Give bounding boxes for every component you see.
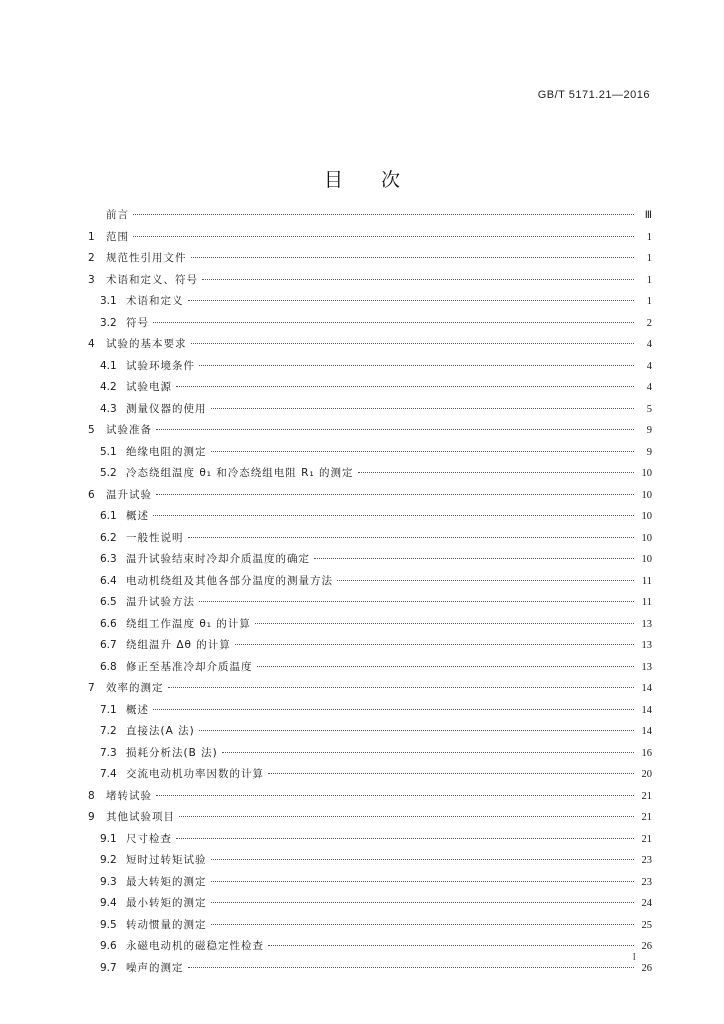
toc-leader-dots [191,343,635,344]
toc-leader-dots [156,795,634,796]
toc-entry[interactable] [88,229,652,251]
toc-entry-number: 6.6 [100,617,117,630]
toc-leader-dots [191,257,635,258]
toc-entry-number: 9.3 [100,875,117,888]
toc-leader-dots [358,472,635,473]
toc-leader-dots [211,881,635,882]
toc-leader-dots [202,279,634,280]
toc-entry-number: 6.2 [100,531,117,544]
toc-entry[interactable] [88,465,652,487]
toc-entry-number: 6.1 [100,510,117,522]
toc-entry-label: 测量仪器的使用 [126,402,207,415]
toc-entry[interactable] [88,508,652,530]
toc-entry-number: 5.1 [100,445,117,458]
toc-entry-page: 4 [646,339,652,350]
toc-entry-label: 一般性说明 [126,531,184,544]
toc-entry[interactable] [88,917,652,939]
standard-code: GB/T 5171.21—2016 [537,89,650,101]
toc-entry[interactable] [88,358,652,380]
toc-leader-dots [133,236,634,237]
toc-leader-dots [153,322,634,323]
toc-entry-page: 5 [646,403,652,415]
toc-entry-label: 绝缘电阻的测定 [126,445,207,458]
toc-leader-dots [199,365,634,366]
toc-entry-label: 绕组温升 Δθ 的计算 [126,639,231,651]
toc-entry-label: 永磁电动机的磁稳定性检查 [126,940,264,952]
toc-entry-number: 4 [88,338,95,350]
toc-entry-page: 9 [646,446,652,458]
toc-entry-page: 26 [641,941,652,952]
toc-entry[interactable] [88,637,652,659]
toc-entry[interactable] [88,766,652,788]
toc-entry-page: 24 [641,898,652,909]
toc-leader-dots [268,773,634,774]
toc-entry[interactable] [88,831,652,853]
toc-entry[interactable] [88,788,652,810]
toc-leader-dots [337,580,634,581]
toc-entry-page: 10 [641,511,652,522]
toc-entry-number: 6.3 [100,553,117,565]
toc-entry-label: 修正至基准冷却介质温度 [126,660,253,673]
toc-entry-label: 术语和定义、符号 [106,273,198,286]
toc-entry-page: 21 [641,833,652,845]
toc-entry-label: 其他试验项目 [106,811,175,823]
toc-leader-dots [211,451,635,452]
toc-leader-dots [179,816,634,817]
toc-leader-dots [268,945,634,946]
toc-leader-dots [176,386,634,387]
toc-entry-page: 26 [641,962,652,974]
toc-entry-page: 13 [641,618,652,630]
toc-entry-label: 电动机绕组及其他各部分温度的测量方法 [126,574,333,587]
toc-entry[interactable] [88,272,652,294]
toc-entry-page: 21 [641,812,652,823]
toc-entry-number: 3.1 [100,295,117,307]
toc-entry[interactable] [88,422,652,444]
toc-entry[interactable] [88,702,652,724]
toc-leader-dots [188,300,635,301]
toc-entry-label: 温升试验 [106,488,152,501]
toc-entry-number: 6.4 [100,574,117,587]
toc-entry-number: 5 [88,424,95,436]
toc-entry-number: 4.2 [100,381,117,393]
toc-entry-number: 3.2 [100,316,117,329]
toc-leader-dots [153,515,634,516]
toc-entry-page: 1 [646,296,652,307]
toc-entry-number: 7 [88,682,95,694]
toc-entry[interactable] [88,487,652,509]
toc-leader-dots [168,687,635,688]
toc-entry[interactable] [88,723,652,745]
toc-entry-label: 直接法(A 法) [126,725,195,737]
toc-entry[interactable] [88,659,652,681]
toc-leader-dots [199,730,634,731]
toc-entry-label: 前言 [106,209,129,221]
toc-entry-number: 9 [88,811,95,823]
toc-entry-number: 9.7 [100,961,117,974]
toc-entry[interactable] [88,938,652,960]
toc-entry-page: 10 [641,532,652,544]
toc-entry-label: 试验的基本要求 [106,338,187,350]
toc-entry-number: 6 [88,488,95,501]
toc-entry[interactable] [88,250,652,272]
toc-entry[interactable] [88,551,652,573]
toc-entry-number: 1 [88,230,95,243]
toc-entry-label: 范围 [106,230,129,243]
toc-entry-label: 噪声的测定 [126,961,184,974]
toc-leader-dots [211,902,635,903]
page-title: 目次 [323,168,438,191]
toc-entry-number: 7.2 [100,725,117,737]
toc-leader-dots [133,214,634,215]
toc-entry-number: 9.5 [100,918,117,931]
toc-entry[interactable] [88,573,652,595]
toc-entry-page: 13 [641,640,652,651]
toc-leader-dots [314,558,634,559]
toc-leader-dots [222,752,634,753]
toc-entry-label: 概述 [126,510,149,522]
toc-entry-page: 23 [641,876,652,888]
toc-entry-number: 9.6 [100,940,117,952]
page-number: I [632,952,636,963]
toc-entry-page: 9 [646,425,652,436]
toc-entry-number: 4.3 [100,402,117,415]
toc-leader-dots [235,644,634,645]
toc-entry-number: 3 [88,273,95,286]
toc-entry-label: 冷态绕组温度 θ₁ 和冷态绕组电阻 R₁ 的测定 [126,467,354,479]
toc-entry-label: 符号 [126,316,149,329]
toc-entry-label: 试验电源 [126,381,172,393]
toc-entry-number: 2 [88,252,95,264]
toc-entry-label: 温升试验结束时冷却介质温度的确定 [126,553,310,565]
toc-entry-page: 23 [641,855,652,866]
toc-entry[interactable] [88,745,652,767]
toc-entry[interactable] [88,444,652,466]
toc-entry-page: 11 [641,597,652,608]
toc-entry[interactable] [88,207,652,229]
toc-entry-page: 10 [641,554,652,565]
toc-entry-page: 1 [646,231,652,243]
toc-entry-number: 7.1 [100,703,117,716]
toc-entry-label: 试验准备 [106,424,152,436]
toc-entry[interactable] [88,874,652,896]
toc-entry-label: 效率的测定 [106,682,164,694]
toc-leader-dots [211,408,635,409]
toc-entry-page: 16 [641,747,652,759]
toc-entry-page: 4 [646,382,652,393]
toc-leader-dots [188,537,635,538]
toc-entry-label: 交流电动机功率因数的计算 [126,768,264,780]
toc-leader-dots [199,601,634,602]
toc-entry-page: 20 [641,769,652,780]
toc-entry-label: 规范性引用文件 [106,252,187,264]
toc-leader-dots [255,623,634,624]
toc-entry[interactable] [88,315,652,337]
toc-leader-dots [188,967,635,968]
toc-entry-page: 4 [646,360,652,372]
toc-entry[interactable] [88,852,652,874]
toc-entry[interactable] [88,616,652,638]
toc-entry-page: 1 [646,253,652,264]
toc-entry-page: 10 [641,468,652,479]
toc-entry-page: 2 [646,317,652,329]
toc-entry-label: 最小转矩的测定 [126,897,207,909]
toc-entry[interactable] [88,336,652,358]
toc-entry[interactable] [88,401,652,423]
toc-leader-dots [211,859,635,860]
toc-entry-page: 10 [641,489,652,501]
toc-entry-label: 概述 [126,703,149,716]
toc-entry-label: 堵转试验 [106,789,152,802]
toc-entry-page: 11 [641,575,652,587]
toc-leader-dots [153,709,634,710]
toc-entry[interactable] [88,293,652,315]
toc-entry-page: Ⅲ [644,210,652,221]
toc-entry-number: 6.5 [100,596,117,608]
toc-entry-number: 6.8 [100,660,117,673]
toc-entry-number: 8 [88,789,95,802]
toc-entry-label: 转动惯量的测定 [126,918,207,931]
toc-leader-dots [211,924,635,925]
toc-leader-dots [257,666,635,667]
toc-entry-number: 7.3 [100,746,117,759]
toc-entry-label: 绕组工作温度 θ₁ 的计算 [126,617,251,630]
table-of-contents [88,207,652,981]
toc-entry[interactable] [88,379,652,401]
toc-entry[interactable] [88,680,652,702]
toc-leader-dots [156,494,634,495]
toc-entry-page: 13 [641,661,652,673]
toc-entry-label: 试验环境条件 [126,359,195,372]
toc-leader-dots [176,838,634,839]
toc-entry-number: 9.2 [100,854,117,866]
toc-entry-number: 6.7 [100,639,117,651]
toc-entry[interactable] [88,530,652,552]
toc-entry-number: 7.4 [100,768,117,780]
toc-entry[interactable] [88,809,652,831]
toc-entry-number: 9.1 [100,832,117,845]
toc-leader-dots [156,429,634,430]
toc-entry[interactable] [88,895,652,917]
toc-entry[interactable] [88,594,652,616]
toc-entry-label: 损耗分析法(B 法) [126,746,218,759]
toc-entry-page: 1 [646,274,652,286]
toc-entry-number: 4.1 [100,359,117,372]
toc-entry-page: 21 [641,790,652,802]
toc-entry[interactable] [88,960,652,982]
toc-entry-label: 短时过转矩试验 [126,854,207,866]
toc-entry-number: 9.4 [100,897,117,909]
toc-entry-page: 14 [641,683,652,694]
toc-entry-label: 尺寸检查 [126,832,172,845]
toc-entry-page: 14 [641,726,652,737]
toc-entry-number: 5.2 [100,467,117,479]
toc-entry-label: 温升试验方法 [126,596,195,608]
toc-entry-label: 最大转矩的测定 [126,875,207,888]
toc-entry-page: 14 [641,704,652,716]
toc-entry-page: 25 [641,919,652,931]
toc-entry-label: 术语和定义 [126,295,184,307]
